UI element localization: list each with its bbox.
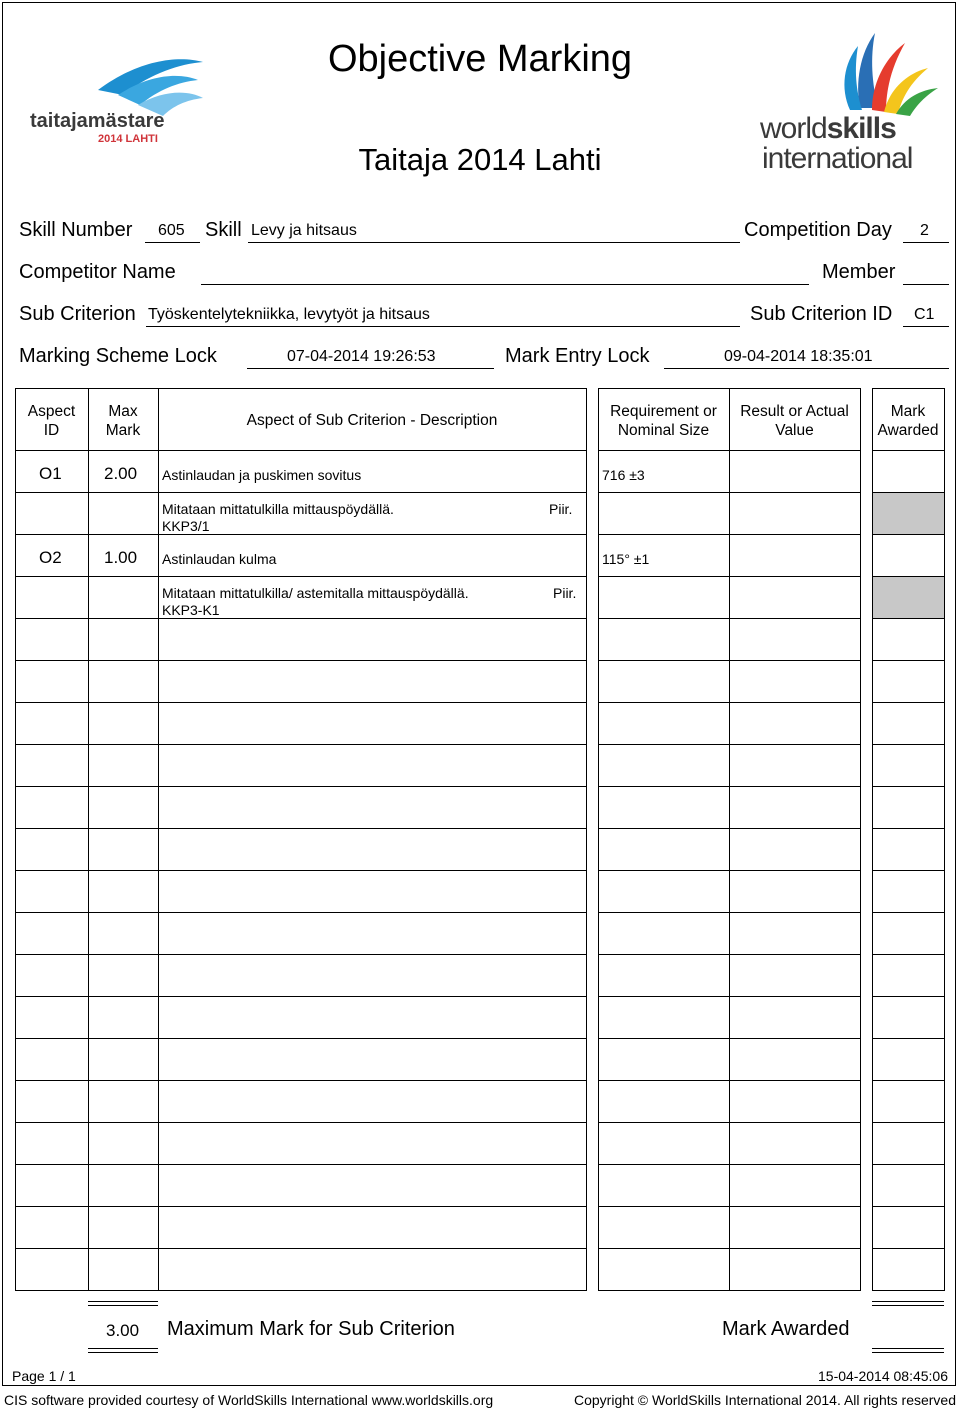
header-result-line1: Result or Actual xyxy=(740,403,849,420)
row-detail-note: Piir. xyxy=(549,501,573,517)
row-detail: Mitataan mittatulkilla/ astemitalla mittauspöydällä. xyxy=(162,585,469,601)
event-title: Taitaja 2014 Lahti xyxy=(358,142,602,177)
grid-line xyxy=(872,1038,945,1039)
row-detail-ref: KKP3/1 xyxy=(162,518,210,534)
total-double-rule-bottom xyxy=(88,1348,158,1353)
grid-line xyxy=(944,388,945,1290)
header-mark-awarded xyxy=(872,402,944,440)
total-max-label: Maximum Mark for Sub Criterion xyxy=(167,1318,455,1340)
header-aspect-id xyxy=(15,402,88,440)
awarded-double-rule-bottom xyxy=(872,1348,944,1353)
sub-criterion-label: Sub Criterion xyxy=(19,303,136,325)
row-description: Astinlaudan kulma xyxy=(162,551,277,567)
grid-line xyxy=(15,618,587,619)
grid-line xyxy=(872,954,945,955)
grid-line xyxy=(15,912,587,913)
grid-line xyxy=(872,828,945,829)
skill-label: Skill xyxy=(205,219,242,241)
header-mark-awarded-line1: Mark xyxy=(890,403,926,420)
awarded-double-rule-top xyxy=(872,1301,944,1306)
grid-line xyxy=(872,744,945,745)
page-title: Objective Marking xyxy=(327,38,633,80)
worldskills-logo-world: world xyxy=(760,112,827,145)
header-description: Aspect of Sub Criterion - Description xyxy=(246,412,498,429)
grid-line xyxy=(15,1122,587,1123)
grid-line xyxy=(872,1122,945,1123)
grid-line xyxy=(15,388,587,389)
grid-line xyxy=(872,996,945,997)
grid-line xyxy=(872,388,945,389)
worldskills-logo-line2: international xyxy=(762,142,913,175)
mark-awarded-label: Mark Awarded xyxy=(722,1318,850,1340)
header-aspect-id-line2: ID xyxy=(43,422,60,439)
header-aspect-id-line1: Aspect xyxy=(27,403,76,420)
member-label: Member xyxy=(822,261,896,283)
grid-line xyxy=(872,1290,945,1291)
grid-line xyxy=(872,1164,945,1165)
total-double-rule-top xyxy=(88,1301,158,1306)
header-requirement xyxy=(598,402,729,440)
grid-line xyxy=(15,450,587,451)
software-credit: CIS software provided courtesy of WorldSkills International www.worldskills.org xyxy=(4,1392,494,1408)
grid-line xyxy=(15,660,587,661)
header-requirement-line1: Requirement or xyxy=(610,403,717,420)
worldskills-logo-skills: skills xyxy=(826,112,896,145)
marking-scheme-lock-label: Marking Scheme Lock xyxy=(19,345,217,367)
sub-criterion-id-label: Sub Criterion ID xyxy=(750,303,893,325)
sub-criterion-underline xyxy=(146,326,740,327)
competition-day-value: 2 xyxy=(920,222,929,239)
marking-scheme-lock-underline xyxy=(247,368,494,369)
grid-line xyxy=(872,702,945,703)
row-requirement: 115° ±1 xyxy=(602,551,650,567)
grid-line xyxy=(872,660,945,661)
row-description: Astinlaudan ja puskimen sovitus xyxy=(162,467,362,483)
row-detail: Mitataan mittatulkilla mittauspöydällä. xyxy=(162,501,394,517)
mark-entry-lock-underline xyxy=(664,368,949,369)
row-detail-ref: KKP3-K1 xyxy=(162,602,220,618)
grid-line xyxy=(15,1038,587,1039)
page-frame xyxy=(2,2,956,1386)
grid-line xyxy=(15,1290,587,1291)
taitaja-logo-text: taitajamästare xyxy=(30,110,165,132)
grid-line xyxy=(872,1206,945,1207)
row-requirement: 716 ±3 xyxy=(602,467,645,483)
grid-line xyxy=(15,870,587,871)
grid-line xyxy=(860,388,861,1290)
grid-line xyxy=(15,1164,587,1165)
competitor-name-label: Competitor Name xyxy=(19,261,176,283)
header-mark-awarded-line2: Awarded xyxy=(877,422,939,439)
skill-number-underline xyxy=(145,242,200,243)
grid-line xyxy=(872,870,945,871)
header-max-mark-line1: Max xyxy=(108,403,138,420)
sub-criterion-id-value: C1 xyxy=(914,306,935,323)
header-max-mark xyxy=(88,402,158,440)
grid-line xyxy=(15,1248,587,1249)
sub-criterion-id-underline xyxy=(903,326,949,327)
grid-line xyxy=(88,388,89,1290)
grid-line xyxy=(872,450,945,451)
grid-line xyxy=(872,1080,945,1081)
mark-awarded-cell-disabled xyxy=(873,493,944,534)
grid-line xyxy=(872,534,945,535)
grid-line xyxy=(158,388,159,1290)
grid-line xyxy=(729,388,730,1290)
row-aspect-id: O2 xyxy=(39,548,62,567)
row-max-mark: 1.00 xyxy=(104,548,138,567)
competitor-name-underline xyxy=(201,284,809,285)
grid-line xyxy=(15,388,16,1290)
grid-line xyxy=(15,828,587,829)
sub-criterion-value: Työskentelytekniikka, levytyöt ja hitsaus xyxy=(148,306,430,323)
worldskills-logo-line1 xyxy=(760,112,896,146)
grid-line xyxy=(15,996,587,997)
marking-scheme-lock-value: 07-04-2014 19:26:53 xyxy=(287,348,436,365)
taitaja-logo-year: 2014 LAHTI xyxy=(98,133,158,145)
page-number: Page 1 / 1 xyxy=(12,1368,76,1384)
skill-underline xyxy=(248,242,740,243)
row-detail-note: Piir. xyxy=(553,585,577,601)
grid-line xyxy=(872,1248,945,1249)
grid-line xyxy=(872,912,945,913)
mark-entry-lock-value: 09-04-2014 18:35:01 xyxy=(724,348,873,365)
grid-line xyxy=(15,492,587,493)
row-aspect-id: O1 xyxy=(39,464,62,483)
mark-awarded-cell-disabled xyxy=(873,577,944,618)
competition-day-underline xyxy=(903,242,949,243)
grid-line xyxy=(872,618,945,619)
grid-line xyxy=(586,388,587,1290)
header-result-line2: Value xyxy=(775,422,814,439)
grid-line xyxy=(598,388,599,1290)
header-requirement-line2: Nominal Size xyxy=(617,422,710,439)
header-max-mark-line2: Mark xyxy=(105,422,141,439)
grid-line xyxy=(15,1080,587,1081)
grid-line xyxy=(15,786,587,787)
grid-line xyxy=(15,954,587,955)
total-max-mark: 3.00 xyxy=(106,1321,140,1340)
grid-line xyxy=(872,786,945,787)
skill-value: Levy ja hitsaus xyxy=(251,222,357,239)
grid-line xyxy=(15,576,587,577)
mark-entry-lock-label: Mark Entry Lock xyxy=(505,345,650,367)
print-timestamp: 15-04-2014 08:45:06 xyxy=(818,1368,948,1384)
grid-line xyxy=(15,702,587,703)
grid-line xyxy=(598,1290,861,1291)
copyright-notice: Copyright © WorldSkills International 2014. All rights reserved xyxy=(573,1392,956,1408)
row-max-mark: 2.00 xyxy=(104,464,138,483)
header-result xyxy=(729,402,860,440)
competition-day-label: Competition Day xyxy=(744,219,892,241)
grid-line xyxy=(15,744,587,745)
member-underline xyxy=(903,284,949,285)
grid-line xyxy=(15,1206,587,1207)
grid-line xyxy=(15,534,587,535)
skill-number-value: 605 xyxy=(158,222,185,239)
skill-number-label: Skill Number xyxy=(19,219,133,241)
